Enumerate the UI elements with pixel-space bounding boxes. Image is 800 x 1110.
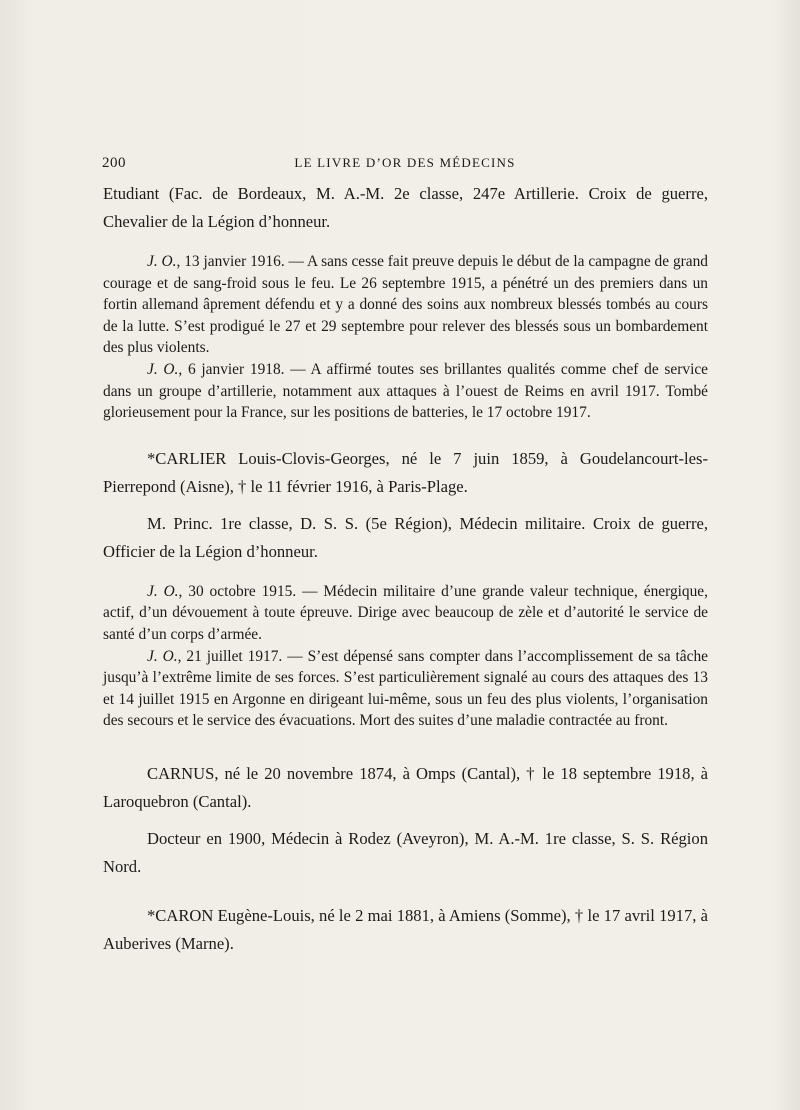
entry-service-line: Etudiant (Fac. de Bordeaux, M. A.-M. 2e classe, 247e Artillerie. Croix de guerre, Chevalier de la Légion d’honneur. (103, 184, 708, 231)
citation-ref: J. O. (147, 582, 179, 600)
citation-text: , 13 janvier 1916. — A sans cesse fait preuve depuis le début de la campagne de grand courage et de sang-froid sous le feu. Le 26 septembre 1915, a pénétré un des premiers dans un fortin allemand âprement défendu et y a donné des soins aux nombreux blessés tombés au cours de la lutte. S’est prodigué le 27 et 29 septembre pour relever des blessés sous un bombardement des plus violents. (103, 253, 708, 357)
citation-text: , 21 juillet 1917. — S’est dépensé sans compter dans l’accomplissement de sa tâche jusqu’à l’extrême limite de ses forces. S’est particulièrement signalé au cours des attaques des 13 et 14 juillet 1915 en Argonne en dirigeant lui-même, sous un feu des plus violents, l’organisation des secours et le service des évacuations. Mort des suites d’une maladie contractée au front. (103, 647, 708, 730)
citation-ref: J. O. (147, 253, 177, 270)
running-title: LE LIVRE D’OR DES MÉDECINS (294, 155, 516, 170)
page-content (103, 180, 708, 958)
page-number: 200 (102, 155, 126, 171)
citation-text: , 6 janvier 1918. — A affirmé toutes ses brillantes qualités comme chef de service dans un groupe d’artillerie, notamment aux attaques à l’ouest de Reims en avril 1917. Tombé glorieusement pour la France, sur les positions de batteries, le 17 octobre 1917. (103, 360, 709, 422)
entry-service-line: M. Princ. 1re classe, D. S. S. (5e Région), Médecin militaire. Croix de guerre, Officier de la Légion d’honneur. (103, 513, 708, 561)
citation-paragraph (103, 359, 708, 424)
citation-paragraph (103, 646, 708, 732)
citation-paragraph (103, 251, 708, 359)
citation-ref: J. O. (147, 360, 179, 378)
page-header (102, 155, 708, 175)
entry-heading: *CARON Eugène-Louis, né le 2 mai 1881, à Amiens (Somme), † le 17 avril 1917, à Auberives (Marne). (103, 905, 708, 953)
entry-heading: CARNUS, né le 20 novembre 1874, à Omps (Cantal), † le 18 septembre 1918, à Laroquebron (Cantal). (103, 763, 708, 811)
citation-paragraph (103, 581, 708, 646)
citation-ref: J. O. (147, 647, 178, 665)
entry-service-line: Docteur en 1900, Médecin à Rodez (Aveyron), M. A.-M. 1re classe, S. S. Région Nord. (103, 828, 708, 876)
citation-text: , 30 octobre 1915. — Médecin militaire d’une grande valeur technique, énergique, actif, d’un dévouement à toute épreuve. Dirige avec beaucoup de zèle et d’autorité le service de santé d’un corps d’armée. (103, 582, 708, 643)
entry-heading: *CARLIER Louis-Clovis-Georges, né le 7 juin 1859, à Goudelancourt-les-Pierrepond (Aisne), † le 11 février 1916, à Paris-Plage. (103, 448, 708, 496)
